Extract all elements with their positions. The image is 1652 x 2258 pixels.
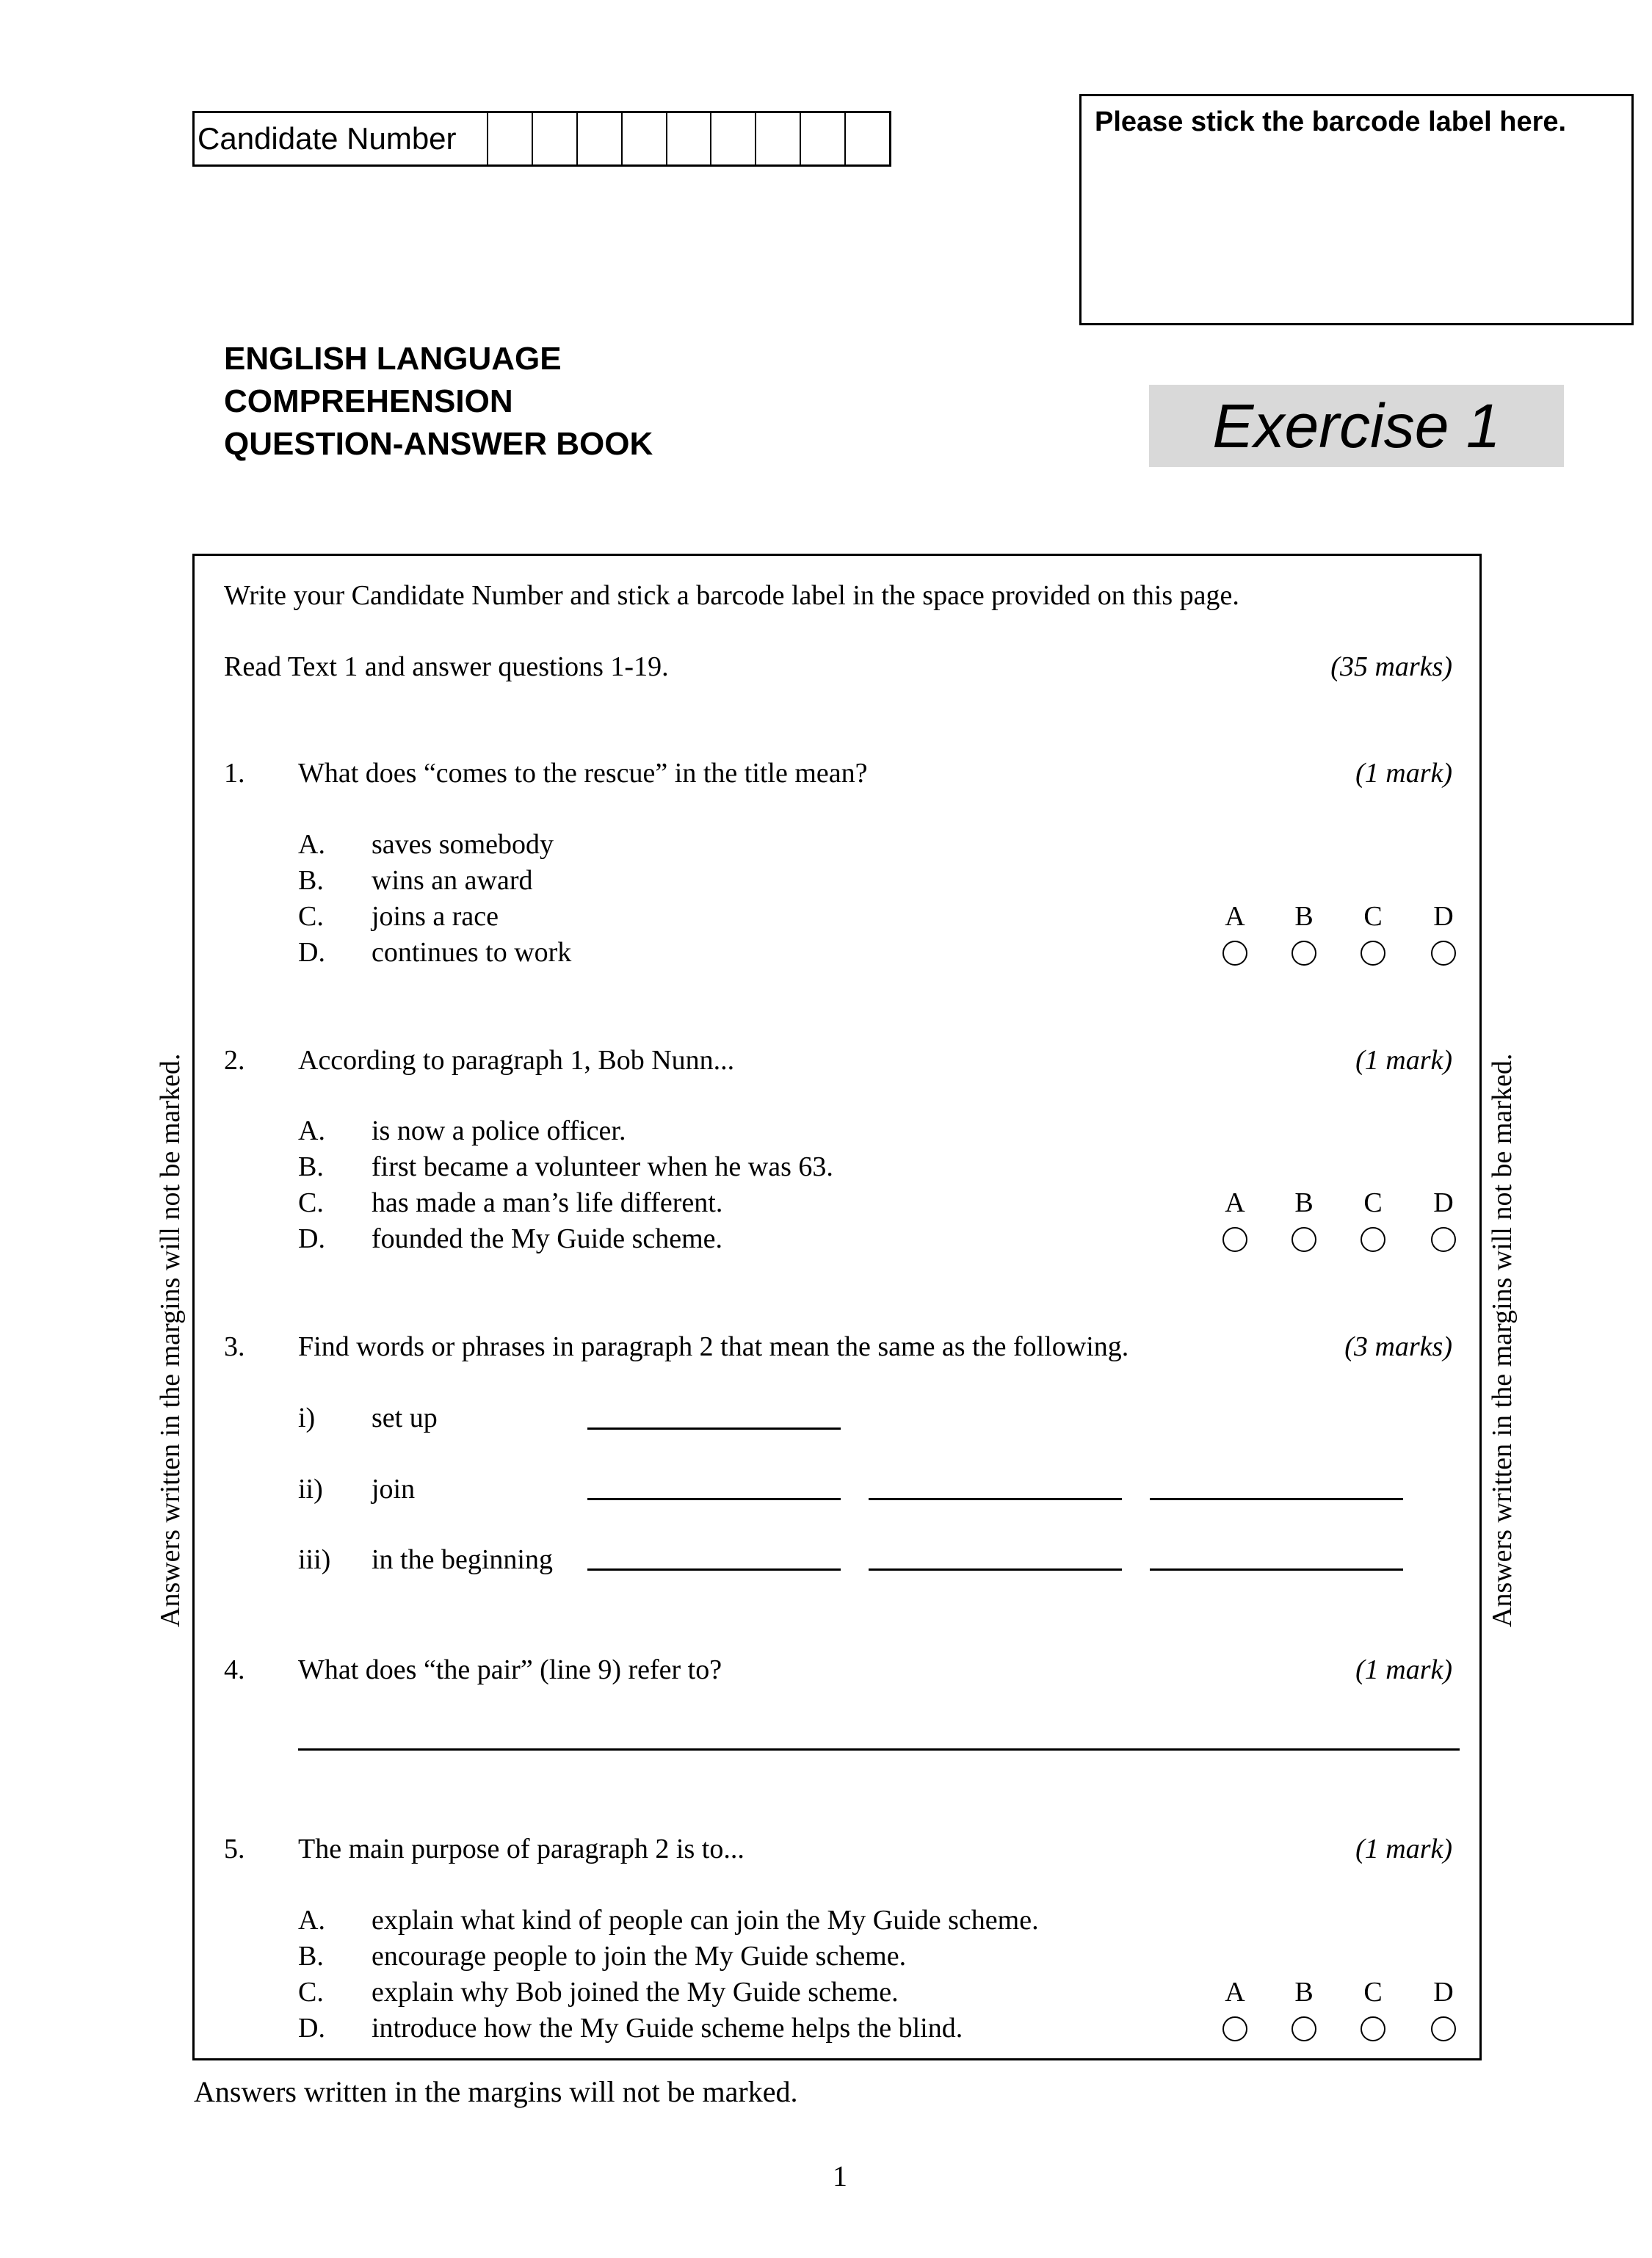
candidate-number-label: Candidate Number	[198, 121, 457, 156]
q2-answer-bubble-b[interactable]	[1291, 1227, 1316, 1252]
q5-bubble-letter-a: A	[1225, 1977, 1245, 2008]
paper-title	[224, 338, 653, 466]
q5-answer-bubble-c[interactable]	[1361, 2016, 1385, 2041]
q1-option-a-letter: A.	[298, 829, 325, 860]
q3-item-3-answer-blank-3[interactable]	[1150, 1568, 1403, 1571]
question-5-marks: (1 mark)	[1355, 1834, 1452, 1864]
q5-option-d-letter: D.	[298, 2013, 325, 2044]
question-1-marks: (1 mark)	[1355, 758, 1452, 789]
q1-answer-bubble-a[interactable]	[1222, 941, 1247, 966]
question-5-text: The main purpose of paragraph 2 is to...	[298, 1834, 745, 1864]
title-line-2: COMPREHENSION	[224, 383, 513, 419]
exercise-label: Exercise 1	[1149, 385, 1564, 467]
question-1-number: 1.	[224, 758, 245, 789]
q1-option-b-letter: B.	[298, 865, 324, 896]
q1-option-d-text: continues to work	[372, 937, 572, 968]
title-line-3: QUESTION-ANSWER BOOK	[224, 426, 653, 462]
q1-answer-bubble-b[interactable]	[1291, 941, 1316, 966]
q5-answer-bubble-a[interactable]	[1222, 2016, 1247, 2041]
q5-option-b-letter: B.	[298, 1941, 324, 1972]
question-3-text: Find words or phrases in paragraph 2 that mean the same as the following.	[298, 1331, 1129, 1362]
q3-item-1-answer-blank[interactable]	[587, 1427, 841, 1430]
question-3-number: 3.	[224, 1331, 245, 1362]
candidate-number-box	[192, 111, 891, 167]
page-number: 1	[833, 2160, 847, 2193]
q1-option-c-text: joins a race	[372, 901, 499, 932]
q2-answer-bubble-d[interactable]	[1431, 1227, 1456, 1252]
candidate-number-cell[interactable]	[576, 113, 621, 164]
footer-margin-note: Answers written in the margins will not be marked.	[194, 2075, 798, 2108]
right-margin-note: Answers written in the margins will not be marked.	[1487, 1053, 1518, 1627]
q3-item-2-answer-blank-1[interactable]	[587, 1498, 841, 1500]
q1-bubble-letter-d: D	[1433, 901, 1454, 932]
q2-bubble-letter-a: A	[1225, 1187, 1245, 1218]
q2-bubble-letter-d: D	[1433, 1187, 1454, 1218]
q3-item-3-answer-blank-2[interactable]	[869, 1568, 1122, 1571]
instruction-line-1: Write your Candidate Number and stick a barcode label in the space provided on this page.	[224, 580, 1239, 611]
q2-option-a-text: is now a police officer.	[372, 1115, 626, 1146]
q3-item-1-text: set up	[372, 1403, 438, 1433]
q1-option-b-text: wins an award	[372, 865, 533, 896]
q2-option-c-text: has made a man’s life different.	[372, 1187, 723, 1218]
q5-option-a-letter: A.	[298, 1905, 325, 1936]
q5-bubble-letter-d: D	[1433, 1977, 1454, 2008]
q5-answer-bubble-d[interactable]	[1431, 2016, 1456, 2041]
q3-item-3-text: in the beginning	[372, 1544, 553, 1575]
q2-bubble-letter-c: C	[1363, 1187, 1383, 1218]
q5-option-c-text: explain why Bob joined the My Guide scheme.	[372, 1977, 899, 2008]
instruction-line-2: Read Text 1 and answer questions 1-19.	[224, 651, 669, 682]
q2-option-d-text: founded the My Guide scheme.	[372, 1223, 723, 1254]
question-1-text: What does “comes to the rescue” in the title mean?	[298, 758, 868, 789]
barcode-label-box	[1079, 94, 1634, 325]
question-3-marks: (3 marks)	[1344, 1331, 1452, 1362]
left-margin-note: Answers written in the margins will not be marked.	[155, 1053, 186, 1627]
candidate-number-cell[interactable]	[755, 113, 800, 164]
q3-item-3-label: iii)	[298, 1544, 331, 1575]
q3-item-3-answer-blank-1[interactable]	[587, 1568, 841, 1571]
q5-answer-bubble-b[interactable]	[1291, 2016, 1316, 2041]
q3-item-2-label: ii)	[298, 1474, 323, 1505]
q5-option-c-letter: C.	[298, 1977, 324, 2008]
q2-option-b-letter: B.	[298, 1151, 324, 1182]
q1-answer-bubble-d[interactable]	[1431, 941, 1456, 966]
q5-bubble-letter-c: C	[1363, 1977, 1383, 2008]
question-4-number: 4.	[224, 1654, 245, 1685]
title-line-1: ENGLISH LANGUAGE	[224, 341, 562, 377]
q2-option-a-letter: A.	[298, 1115, 325, 1146]
q1-bubble-letter-c: C	[1363, 901, 1383, 932]
q3-item-2-answer-blank-3[interactable]	[1150, 1498, 1403, 1500]
q5-option-d-text: introduce how the My Guide scheme helps the blind.	[372, 2013, 963, 2044]
q1-answer-bubble-c[interactable]	[1361, 941, 1385, 966]
q2-bubble-letter-b: B	[1294, 1187, 1314, 1218]
q2-option-c-letter: C.	[298, 1187, 324, 1218]
candidate-number-cell[interactable]	[532, 113, 576, 164]
q5-option-a-text: explain what kind of people can join the My Guide scheme.	[372, 1905, 1039, 1936]
q2-option-b-text: first became a volunteer when he was 63.	[372, 1151, 833, 1182]
candidate-number-cell[interactable]	[800, 113, 844, 164]
question-2-text: According to paragraph 1, Bob Nunn...	[298, 1045, 735, 1076]
candidate-number-cell[interactable]	[487, 113, 532, 164]
q1-bubble-letter-a: A	[1225, 901, 1245, 932]
question-2-number: 2.	[224, 1045, 245, 1076]
q5-bubble-letter-b: B	[1294, 1977, 1314, 2008]
candidate-number-cell[interactable]	[621, 113, 666, 164]
q1-option-a-text: saves somebody	[372, 829, 554, 860]
q1-bubble-letter-b: B	[1294, 901, 1314, 932]
q3-item-1-label: i)	[298, 1403, 316, 1433]
candidate-number-cell[interactable]	[710, 113, 755, 164]
q2-answer-bubble-c[interactable]	[1361, 1227, 1385, 1252]
candidate-number-cell[interactable]	[844, 113, 889, 164]
barcode-instruction: Please stick the barcode label here.	[1095, 106, 1567, 137]
question-2-marks: (1 mark)	[1355, 1045, 1452, 1076]
question-4-marks: (1 mark)	[1355, 1654, 1452, 1685]
candidate-number-cell[interactable]	[666, 113, 711, 164]
q4-answer-line[interactable]	[298, 1748, 1460, 1751]
q2-answer-bubble-a[interactable]	[1222, 1227, 1247, 1252]
q2-option-d-letter: D.	[298, 1223, 325, 1254]
q3-item-2-answer-blank-2[interactable]	[869, 1498, 1122, 1500]
total-marks: (35 marks)	[1330, 651, 1452, 682]
question-4-text: What does “the pair” (line 9) refer to?	[298, 1654, 722, 1685]
q1-option-c-letter: C.	[298, 901, 324, 932]
question-5-number: 5.	[224, 1834, 245, 1864]
q3-item-2-text: join	[372, 1474, 416, 1505]
q1-option-d-letter: D.	[298, 937, 325, 968]
q5-option-b-text: encourage people to join the My Guide scheme.	[372, 1941, 907, 1972]
